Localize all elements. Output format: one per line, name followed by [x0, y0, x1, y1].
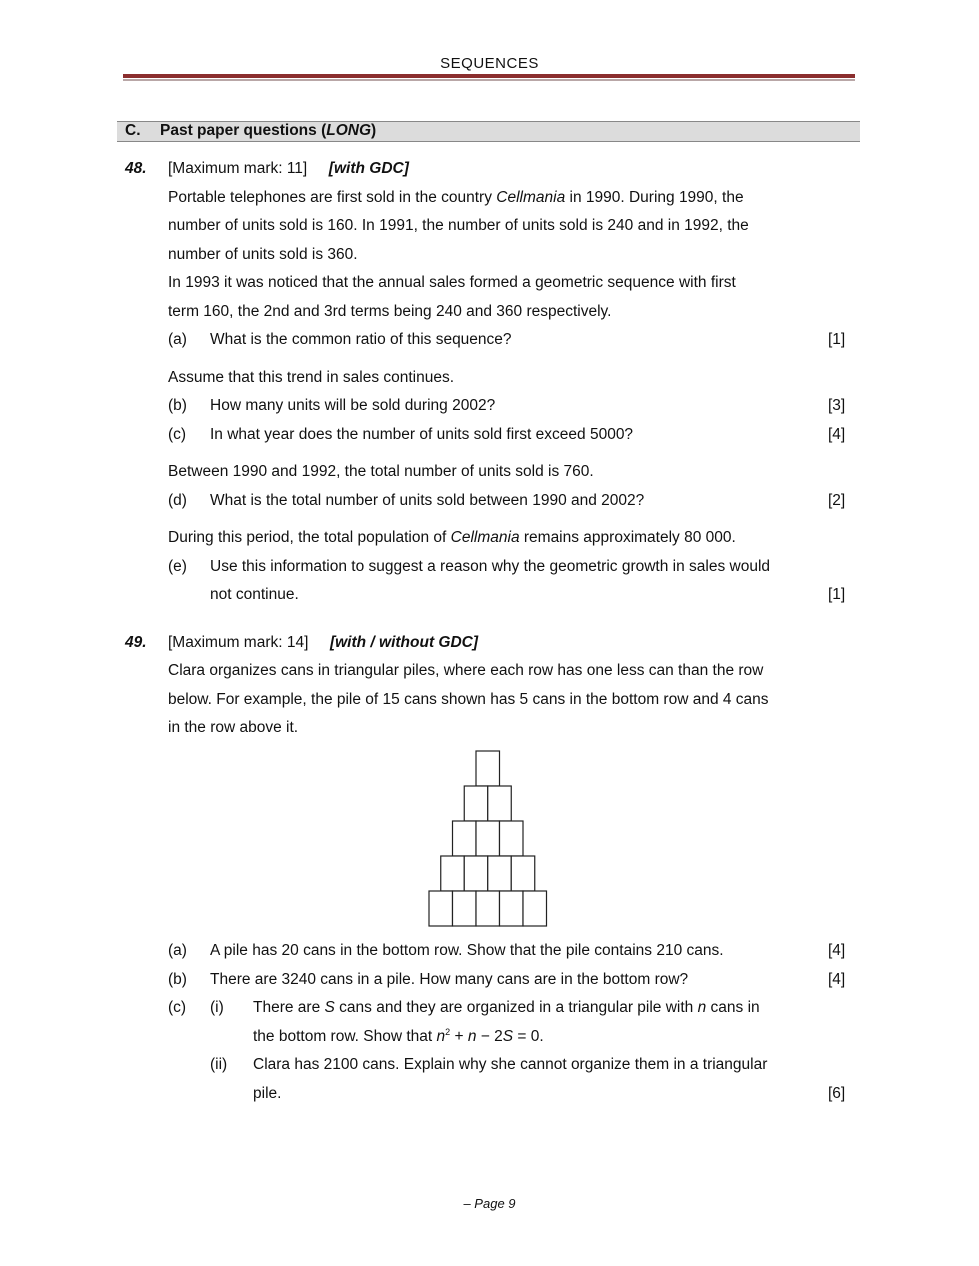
question-stem: Assume that this trend in sales continues. — [168, 369, 455, 386]
question-number: 48. — [125, 160, 147, 177]
question-intro-line: Clara organizes cans in triangular piles, where each row has one less can than the row — [168, 662, 764, 679]
page-number: – Page 9 — [463, 1196, 516, 1211]
subpart-text: Clara has 2100 cans. Explain why she cannot organize them in a triangular — [253, 1056, 768, 1073]
subpart-text: the bottom row. Show that $n^2 + n - 2S = 0$. — [253, 1027, 544, 1046]
can — [464, 856, 488, 891]
question-intro-line: In 1993 it was noticed that the annual sales formed a geometric sequence with first — [168, 274, 736, 291]
part-label: (d) — [168, 492, 187, 509]
part-text: Use this information to suggest a reason why the geometric growth in sales would — [210, 558, 771, 575]
question-stem: During this period, the total population of Cellmania remains approximately 80 000. — [168, 529, 736, 546]
mark-allocation: [4] — [828, 426, 846, 443]
can — [441, 856, 465, 891]
mark-allocation: [3] — [828, 397, 846, 414]
part-text: A pile has 20 cans in the bottom row. Show that the pile contains 210 cans. — [210, 942, 724, 959]
part-text: What is the total number of units sold between 1990 and 2002? — [210, 492, 645, 509]
can — [476, 821, 500, 856]
can — [488, 786, 512, 821]
max-mark: [Maximum mark: 14] — [168, 634, 309, 651]
can-pyramid-figure — [420, 745, 560, 931]
question-header — [168, 160, 409, 178]
mark-allocation: [4] — [828, 942, 846, 959]
subpart-label: (i) — [210, 999, 224, 1016]
can — [476, 751, 500, 786]
question-intro-line: term 160, the 2nd and 3rd terms being 240 and 360 respectively. — [168, 303, 612, 320]
subpart-label: (ii) — [210, 1056, 228, 1073]
header-rule — [123, 74, 855, 78]
mark-allocation: [2] — [828, 492, 846, 509]
part-label: (a) — [168, 942, 187, 959]
part-label: (e) — [168, 558, 187, 575]
part-text: In what year does the number of units sold first exceed 5000? — [210, 426, 634, 443]
question-intro-line: number of units sold is 160. In 1991, the number of units sold is 240 and in 1992, the — [168, 217, 749, 234]
section-letter: C. — [125, 122, 141, 139]
gdc-note: [with / without GDC] — [329, 634, 479, 651]
can — [476, 891, 500, 926]
can — [500, 821, 524, 856]
can — [453, 821, 477, 856]
running-header: SEQUENCES — [440, 55, 539, 72]
question-stem: Between 1990 and 1992, the total number of units sold is 760. — [168, 463, 594, 480]
part-label: (c) — [168, 426, 187, 443]
can — [464, 786, 488, 821]
part-text: not continue. — [210, 586, 299, 603]
mark-allocation: [1] — [828, 586, 846, 603]
subpart-text: There are S cans and they are organized in a triangular pile with n cans in — [253, 999, 760, 1016]
mark-allocation: [6] — [828, 1085, 846, 1102]
can — [523, 891, 547, 926]
question-header — [168, 634, 478, 652]
part-label: (a) — [168, 331, 187, 348]
gdc-note: [with GDC] — [328, 160, 409, 177]
question-number: 49. — [125, 634, 147, 651]
max-mark: [Maximum mark: 11] — [168, 160, 308, 177]
can — [511, 856, 535, 891]
can — [488, 856, 512, 891]
question-intro-line: below. For example, the pile of 15 cans shown has 5 cans in the bottom row and 4 cans — [168, 691, 769, 708]
question-intro-line: number of units sold is 360. — [168, 246, 358, 263]
part-label: (b) — [168, 397, 187, 414]
can — [453, 891, 477, 926]
can — [429, 891, 453, 926]
subpart-text: pile. — [253, 1085, 282, 1102]
part-text: How many units will be sold during 2002? — [210, 397, 496, 414]
can — [500, 891, 524, 926]
part-label: (c) — [168, 999, 187, 1016]
header-rule-shadow — [123, 79, 855, 81]
question-intro-line: Portable telephones are first sold in the country Cellmania in 1990. During 1990, the — [168, 189, 744, 206]
mark-allocation: [4] — [828, 971, 846, 988]
part-label: (b) — [168, 971, 187, 988]
part-text: There are 3240 cans in a pile. How many cans are in the bottom row? — [210, 971, 689, 988]
part-text: What is the common ratio of this sequence? — [210, 331, 512, 348]
mark-allocation: [1] — [828, 331, 846, 348]
question-intro-line: in the row above it. — [168, 719, 299, 736]
section-title: Past paper questions (LONG) — [160, 122, 377, 139]
